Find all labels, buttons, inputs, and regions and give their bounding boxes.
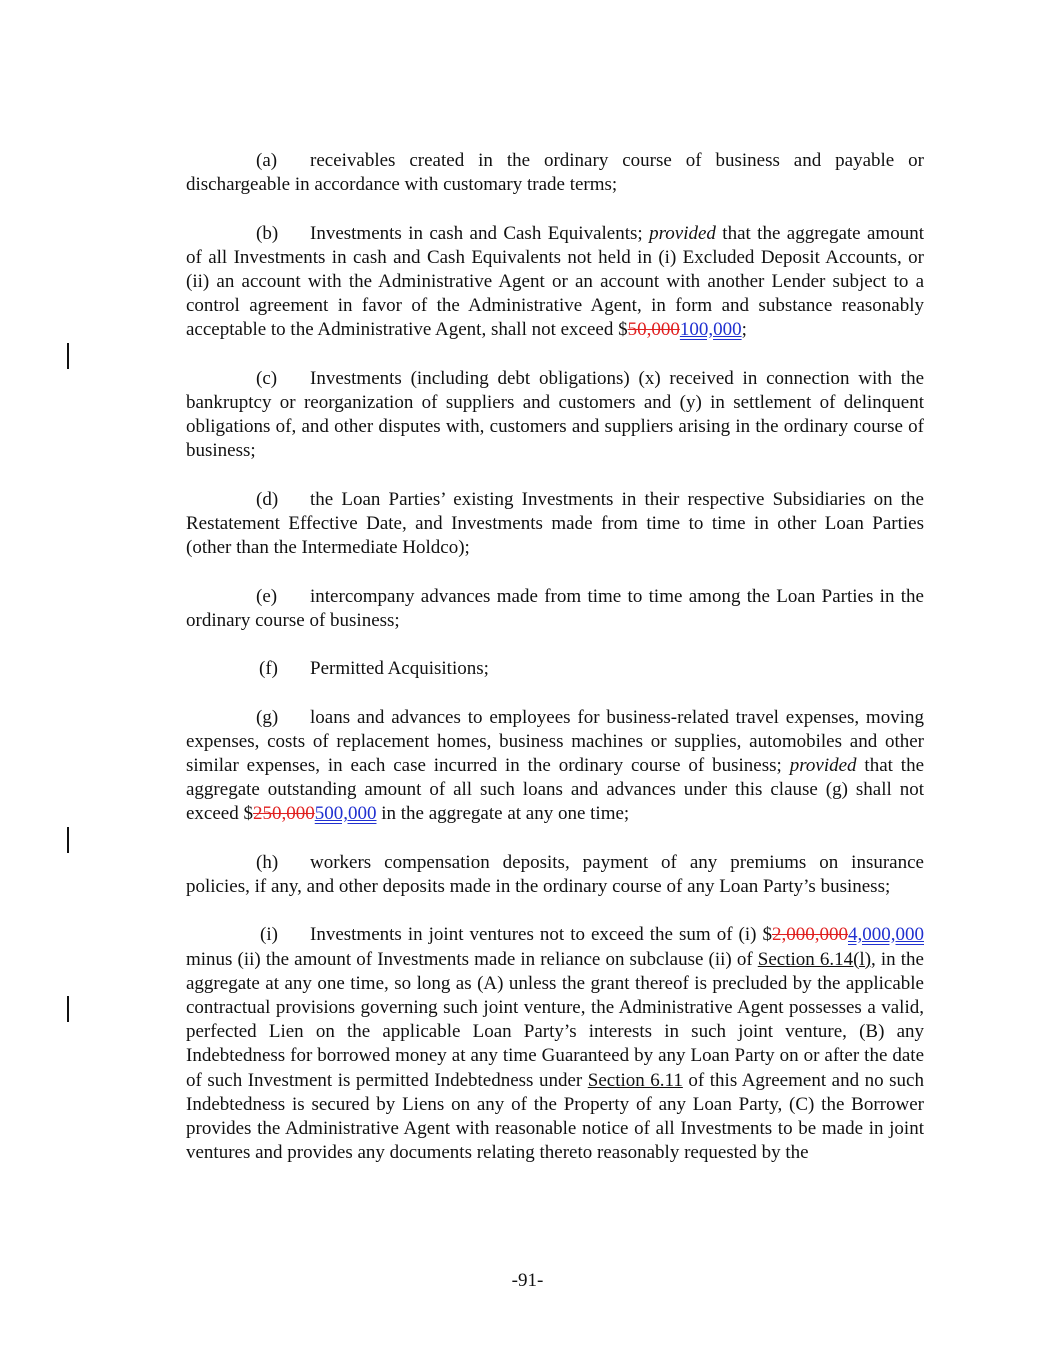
deleted-amount: 2,000,000	[772, 924, 848, 946]
inserted-amount: 100,000	[679, 319, 742, 341]
page-number: -91-	[511, 1270, 544, 1291]
clause-g	[186, 706, 924, 827]
clause-label: (i)	[260, 924, 278, 946]
clause-text: Investments (including debt obligations) (x) received in connection with the bankruptcy or reorganization of suppliers and customers and (y) in settlement of delinquent obligations of, and other disputes with, customers and suppliers arising in the ordinary course of business;	[186, 367, 924, 462]
inserted-amount: 4,000,000	[848, 924, 924, 946]
clause-a	[186, 149, 924, 197]
clause-i	[186, 923, 924, 1165]
clause-d	[186, 488, 924, 561]
section-reference-link[interactable]: Section 6.11	[587, 1069, 683, 1091]
deleted-amount: 250,000	[252, 803, 315, 825]
clause-h	[186, 851, 924, 899]
clause-text: that the aggregate outstanding amount of all such loans and advances under this clause (g) shall not exceed $	[186, 754, 925, 825]
clause-text: of this Agreement and no such Indebtedness is secured by Liens on any of the Property of any Loan Party, (C) the Borrower provides the Administrative Agent with reasonable notice of all Investments to be made in joint ventures and provides any documents relating thereto reasonably requested by the	[186, 1069, 924, 1164]
change-bar-b	[67, 343, 69, 369]
clause-e	[186, 585, 924, 633]
section-reference-link[interactable]: Section 6.14(l)	[757, 948, 872, 970]
clause-text: workers compensation deposits, payment of any premiums on insurance policies, if any, and other deposits made in the ordinary course of any Loan Party’s business;	[186, 851, 924, 897]
clause-text: Investments in cash and Cash Equivalents;	[310, 222, 650, 244]
deleted-amount: 50,000	[627, 319, 680, 341]
clause-text: in the aggregate at any one time;	[376, 803, 630, 825]
change-bar-i	[67, 996, 69, 1022]
clause-text: ;	[741, 319, 747, 341]
change-bar-g	[67, 827, 69, 853]
clause-text: intercompany advances made from time to time among the Loan Parties in the ordinary course of business;	[186, 585, 924, 631]
clause-text: the Loan Parties’ existing Investments in their respective Subsidiaries on the Restatement Effective Date, and Investments made from time to time in other Loan Parties (other than the Intermediate Holdco);	[186, 488, 924, 559]
clause-label: (a)	[256, 150, 278, 171]
clause-text: loans and advances to employees for business-related travel expenses, moving expenses, costs of replacement homes, business machines or supplies, automobiles and other similar expenses, in each case incurred in the ordinary course of business;	[186, 706, 924, 776]
clause-b	[186, 222, 924, 343]
clause-text: that the aggregate amount of all Investments in cash and Cash Equivalents not held in (i) Excluded Deposit Accounts, or (ii) an account with the Administrative Agent or an account with another Lender subject to a control agreement in favor of the Administrative Agent, in form and substance reasonably acceptable to the Administrative Agent, shall not exceed $	[186, 222, 924, 341]
clause-f	[186, 657, 924, 681]
clause-text: , in the aggregate at any one time, so long as (A) unless the grant thereof is precluded by the applicable contractual provisions governing such joint venture, the Administrative Agent possesses a valid, perfected Lien on the applicable Loan Party’s interests in such joint venture, (B) any Indebtedness for borrowed money at any time Guaranteed by any Loan Party on or after the date of such Investment is permitted Indebtedness under	[186, 948, 924, 1091]
clause-label: (c)	[256, 367, 278, 389]
provided-term: provided	[789, 754, 857, 776]
clause-c	[186, 367, 924, 464]
document-body	[186, 149, 924, 1190]
clause-text: Investments in joint ventures not to exceed the sum of (i) $	[310, 924, 772, 946]
inserted-amount: 500,000	[314, 803, 377, 825]
clause-label: (g)	[256, 706, 279, 728]
clause-label: (b)	[256, 222, 279, 244]
clause-text: Permitted Acquisitions;	[310, 658, 489, 680]
clause-label: (h)	[256, 851, 279, 873]
clause-label: (f)	[259, 658, 278, 680]
provided-term: provided	[649, 222, 716, 244]
clause-text: receivables created in the ordinary course of business and payable or dischargeable in accordance with customary trade terms;	[186, 150, 924, 196]
clause-label: (d)	[256, 488, 279, 510]
clause-text: minus (ii) the amount of Investments made in reliance on subclause (ii) of	[186, 948, 758, 970]
clause-label: (e)	[256, 585, 278, 607]
